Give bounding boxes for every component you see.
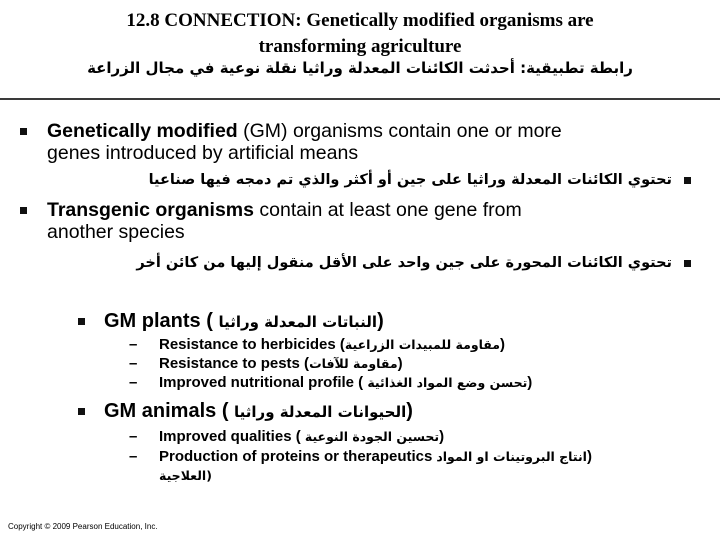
animals-item-arabic: تحسين الجودة النوعية <box>304 429 440 444</box>
gm-plants-arabic: النباتات المعدلة وراثيا <box>218 313 378 331</box>
bullet-square-icon <box>20 128 27 135</box>
title-divider <box>0 98 720 100</box>
plants-item-arabic: مقاومة للآفات <box>309 356 398 371</box>
gm-plants-close: ) <box>377 310 384 332</box>
animals-item-arabic-cont: (العلاجية <box>159 468 212 483</box>
animals-sub-item: – Production of proteins or therapeutics انتاج البروتينات او المواد) <box>129 448 592 465</box>
plants-item-text: Improved nutritional profile ( <box>159 374 368 391</box>
gm-plants-label: GM plants ( <box>104 310 219 332</box>
plants-item-arabic: تحسن وضع المواد الغذائية <box>367 375 528 390</box>
transgenic-definition-arabic: تحتوي الكائنات المحورة على جين واحد على الأقل منقول إليها من كائن أخر <box>136 255 672 271</box>
animals-item-text: Improved qualities ( <box>159 428 305 445</box>
gm-definition-line2: genes introduced by artificial means <box>47 142 359 164</box>
copyright-notice: Copyright © 2009 Pearson Education, Inc. <box>8 522 158 531</box>
slide-title-arabic: رابطة تطبيقية: أحدثت الكائنات المعدلة وراثيا نقلة نوعية في مجال الزراعة <box>87 59 633 77</box>
transgenic-definition-line1 <box>47 199 522 222</box>
animals-sub-item: – Improved qualities ( تحسين الجودة النوعية) <box>129 428 445 445</box>
animals-item-arabic: انتاج البروتينات او المواد <box>436 449 587 464</box>
bullet-square-icon <box>684 177 691 184</box>
gm-animals-label: GM animals ( <box>104 400 235 422</box>
plants-sub-item: – Resistance to herbicides (مقاومة للمبيدات الزراعية) <box>129 336 506 353</box>
plants-item-arabic: مقاومة للمبيدات الزراعية <box>344 337 501 352</box>
gm-animals-heading <box>104 399 413 424</box>
gm-term: Genetically modified <box>47 120 238 142</box>
transgenic-term: Transgenic organisms <box>47 199 254 221</box>
animals-item-text: Production of proteins or therapeutics <box>159 448 433 465</box>
gm-animals-close: ) <box>406 400 413 422</box>
slide-title-line1: 12.8 CONNECTION: Genetically modified organisms are <box>126 10 594 31</box>
plants-sub-item: – Improved nutritional profile ( تحسن وضع المواد الغذائية) <box>129 374 533 391</box>
bullet-square-icon <box>78 408 85 415</box>
bullet-square-icon <box>20 207 27 214</box>
plants-item-text: Resistance to pests ( <box>159 355 310 372</box>
transgenic-definition-text: contain at least one gene from <box>254 199 522 221</box>
gm-plants-heading <box>104 309 384 334</box>
gm-definition-text: (GM) organisms contain one or more <box>237 120 562 142</box>
animals-item-continuation <box>159 467 212 485</box>
gm-definition-arabic: تحتوي الكائنات المعدلة وراثيا على جين أو أكثر والذي تم دمجه فيها صناعيا <box>148 172 672 188</box>
gm-animals-arabic: الحيوانات المعدلة وراثيا <box>234 403 407 421</box>
transgenic-definition-line2: another species <box>47 221 185 243</box>
gm-definition-line1 <box>47 120 562 143</box>
plants-item-text: Resistance to herbicides ( <box>159 336 345 353</box>
plants-sub-item: – Resistance to pests (مقاومة للآفات) <box>129 355 403 372</box>
bullet-square-icon <box>78 318 85 325</box>
slide-title-line2: transforming agriculture <box>258 36 462 57</box>
bullet-square-icon <box>684 260 691 267</box>
